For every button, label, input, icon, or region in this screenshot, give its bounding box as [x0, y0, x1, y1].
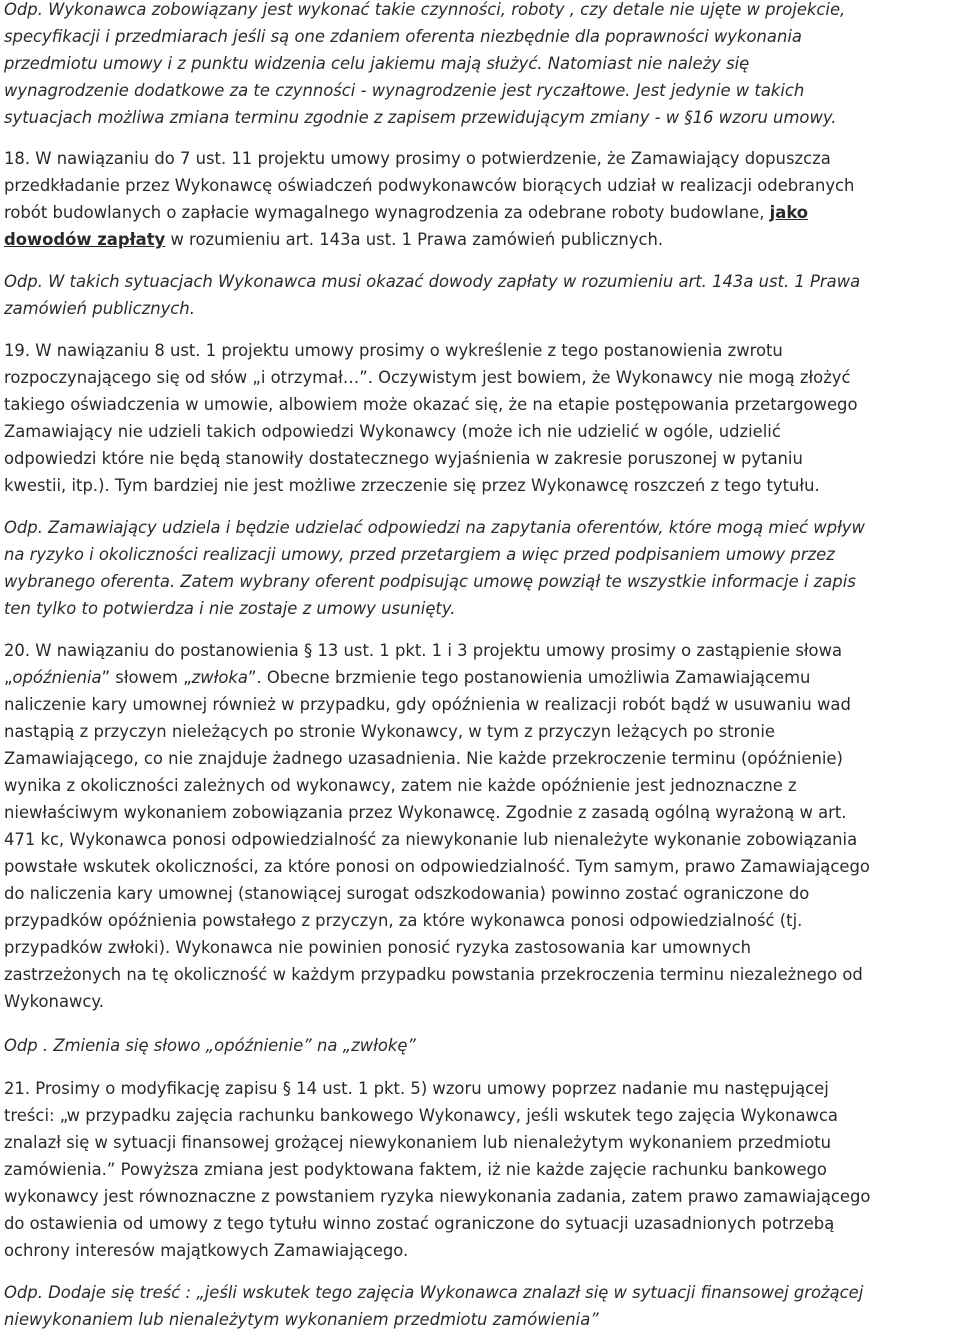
- answer-17-line-4: wynagrodzenie dodatkowe za te czynności - wynagrodzenie jest ryczałtowe. Jest jedynie w takich: [4, 81, 805, 100]
- question-21-line-1: 21. Prosimy o modyfikację zapisu § 14 ust. 1 pkt. 5) wzoru umowy poprzez nadanie mu następującej: [4, 1079, 829, 1098]
- word-opoznienia: opóźnienia: [12, 668, 102, 687]
- answer-21-line-1: Odp. Dodaje się treść : „jeśli wskutek tego zajęcia Wykonawca znalazł się w sytuacji finansowej grożącej: [4, 1283, 864, 1302]
- answer-19-line-3: wybranego oferenta. Zatem wybrany oferent podpisując umowę powziął te wszystkie informacje i zapis: [4, 572, 856, 591]
- answer-19-line-4: ten tylko to potwierdza i nie zostaje z umowy usunięty.: [4, 599, 456, 618]
- question-19-line-2: rozpoczynającego się od słów „i otrzymał…”. Oczywistym jest bowiem, że Wykonawcy nie mogą złożyć: [4, 368, 851, 387]
- question-18-line-3-text: robót budowlanych o zapłacie wymagalnego wynagrodzenia za odebrane roboty budowlane,: [4, 203, 770, 222]
- question-21-line-7: ochrony interesów majątkowych Zamawiającego.: [4, 1241, 409, 1260]
- underlined-jako: jako: [769, 203, 809, 222]
- word-zwloka: zwłoka: [191, 668, 248, 687]
- question-20-line-2: [4, 664, 810, 691]
- question-21-line-5: wykonawcy jest równoznaczne z powstaniem ryzyka niewykonania zadania, zatem prawo zamawiającego: [4, 1187, 871, 1206]
- answer-20-line-1: Odp . Zmienia się słowo „opóźnienie” na „zwłokę”: [4, 1036, 416, 1055]
- question-20-line-12: przypadków zwłoki). Wykonawca nie powinien ponosić ryzyka zastosowania kar umownych: [4, 938, 752, 957]
- question-19-line-1: 19. W nawiązaniu 8 ust. 1 projektu umowy prosimy o wykreślenie z tego postanowienia zwrotu: [4, 341, 783, 360]
- question-20-line-6: wynika z okoliczności zależnych od wykonawcy, zatem nie każde opóźnienie jest jednoznaczne z: [4, 776, 797, 795]
- question-19-line-4: Zamawiający nie udzieli takich odpowiedzi Wykonawcy (może ich nie udzielić w ogóle, udzielić: [4, 422, 781, 441]
- answer-18-line-2: zamówień publicznych.: [4, 299, 195, 318]
- answer-19-line-2: na ryzyko i okoliczności realizacji umowy, przed przetargiem a więc przed podpisaniem umowy przez: [4, 545, 835, 564]
- question-21-line-2: treści: „w przypadku zajęcia rachunku bankowego Wykonawcy, jeśli wskutek tego zajęcia Wykonawca: [4, 1106, 838, 1125]
- question-20-line-5: Zamawiającego, co nie znajduje żadnego uzasadnienia. Nie każde przekroczenie terminu (opóźnienie): [4, 749, 843, 768]
- question-20-line-8: 471 kc, Wykonawca ponosi odpowiedzialność za niewykonanie lub nienależyte wykonanie zobowiązania: [4, 830, 858, 849]
- answer-18-line-1: Odp. W takich sytuacjach Wykonawca musi okazać dowody zapłaty w rozumieniu art. 143a ust. 1 Prawa: [4, 272, 861, 291]
- question-20-line-2-end: ”. Obecne brzmienie tego postanowienia umożliwia Zamawiającemu: [247, 668, 811, 687]
- underlined-dowodow-zaplaty: dowodów zapłaty: [4, 230, 166, 249]
- question-18-line-4-text: w rozumieniu art. 143a ust. 1 Prawa zamówień publicznych.: [165, 230, 664, 249]
- answer-21-line-2: niewykonaniem lub nienależytym wykonaniem przedmiotu zamówienia”: [4, 1310, 599, 1329]
- question-21-line-3: znalazł się w sytuacji finansowej grożącej niewykonaniem lub nienależytym wykonaniem przedmiotu: [4, 1133, 832, 1152]
- question-18-line-4: [4, 226, 663, 253]
- question-18-line-2: przedkładanie przez Wykonawcę oświadczeń podwykonawców biorących udział w realizacji odebranych: [4, 176, 855, 195]
- question-20-line-3: naliczenie kary umownej również w przypadku, gdy opóźnienia w realizacji robót bądź w usuwaniu wad: [4, 695, 851, 714]
- question-20-line-13: zastrzeżonych na tę okoliczność w każdym przypadku powstania przekroczenia terminu niezależnego od: [4, 965, 863, 984]
- question-20-line-11: przypadków opóźnienia powstałego z przyczyn, za które wykonawca ponosi odpowiedzialność (tj.: [4, 911, 803, 930]
- question-18-line-1: 18. W nawiązaniu do 7 ust. 11 projektu umowy prosimy o potwierdzenie, że Zamawiający dopuszcza: [4, 149, 831, 168]
- question-20-line-2-mid: ” słowem „: [101, 668, 192, 687]
- question-20-line-9: powstałe wskutek okoliczności, za które ponosi on odpowiedzialność. Tym samym, prawo Zamawiającego: [4, 857, 870, 876]
- question-19-line-3: takiego oświadczenia w umowie, albowiem może okazać się, że na etapie postępowania przetargowego: [4, 395, 858, 414]
- question-20-line-10: do naliczenia kary umownej (stanowiącej surogat odszkodowania) powinno zostać ograniczone do: [4, 884, 810, 903]
- question-21-line-4: zamówienia.” Powyższa zmiana jest podyktowana faktem, iż nie każde zajęcie rachunku bankowego: [4, 1160, 827, 1179]
- answer-17-line-2: specyfikacji i przedmiarach jeśli są one zdaniem oferenta niezbędnie dla poprawności wykonania: [4, 27, 802, 46]
- quote-open: „: [4, 668, 13, 687]
- question-20-line-4: nastąpią z przyczyn nieleżących po stronie Wykonawcy, w tym z przyczyn leżących po stronie: [4, 722, 775, 741]
- question-18-line-3: [4, 199, 808, 226]
- question-20-line-1: 20. W nawiązaniu do postanowienia § 13 ust. 1 pkt. 1 i 3 projektu umowy prosimy o zastąpienie słowa: [4, 641, 843, 660]
- question-21-line-6: do ostawienia od umowy z tego tytułu winno zostać ograniczone do sytuacji uzasadnionych potrzebą: [4, 1214, 835, 1233]
- answer-19-line-1: Odp. Zamawiający udziela i będzie udzielać odpowiedzi na zapytania oferentów, które mogą mieć wpływ: [4, 518, 865, 537]
- answer-17-line-5: sytuacjach możliwa zmiana terminu zgodnie z zapisem przewidującym zmiany - w §16 wzoru umowy.: [4, 108, 837, 127]
- question-20-line-7: niewłaściwym wykonaniem zobowiązania przez Wykonawcę. Zgodnie z zasadą ogólną wyrażoną w art.: [4, 803, 847, 822]
- question-20-line-14: Wykonawcy.: [4, 992, 104, 1011]
- answer-17-line-1: Odp. Wykonawca zobowiązany jest wykonać takie czynności, roboty , czy detale nie ujęte w projekcie,: [4, 0, 846, 19]
- answer-17-line-3: przedmiotu umowy i z punktu widzenia celu jakiemu mają służyć. Natomiast nie należy się: [4, 54, 750, 73]
- question-19-line-5: odpowiedzi które nie będą stanowiły dostatecznego wyjaśnienia w zakresie poruszonej w pytaniu: [4, 449, 803, 468]
- question-19-line-6: kwestii, itp.). Tym bardziej nie jest możliwe zrzeczenie się przez Wykonawcę roszczeń z tego tytułu.: [4, 476, 820, 495]
